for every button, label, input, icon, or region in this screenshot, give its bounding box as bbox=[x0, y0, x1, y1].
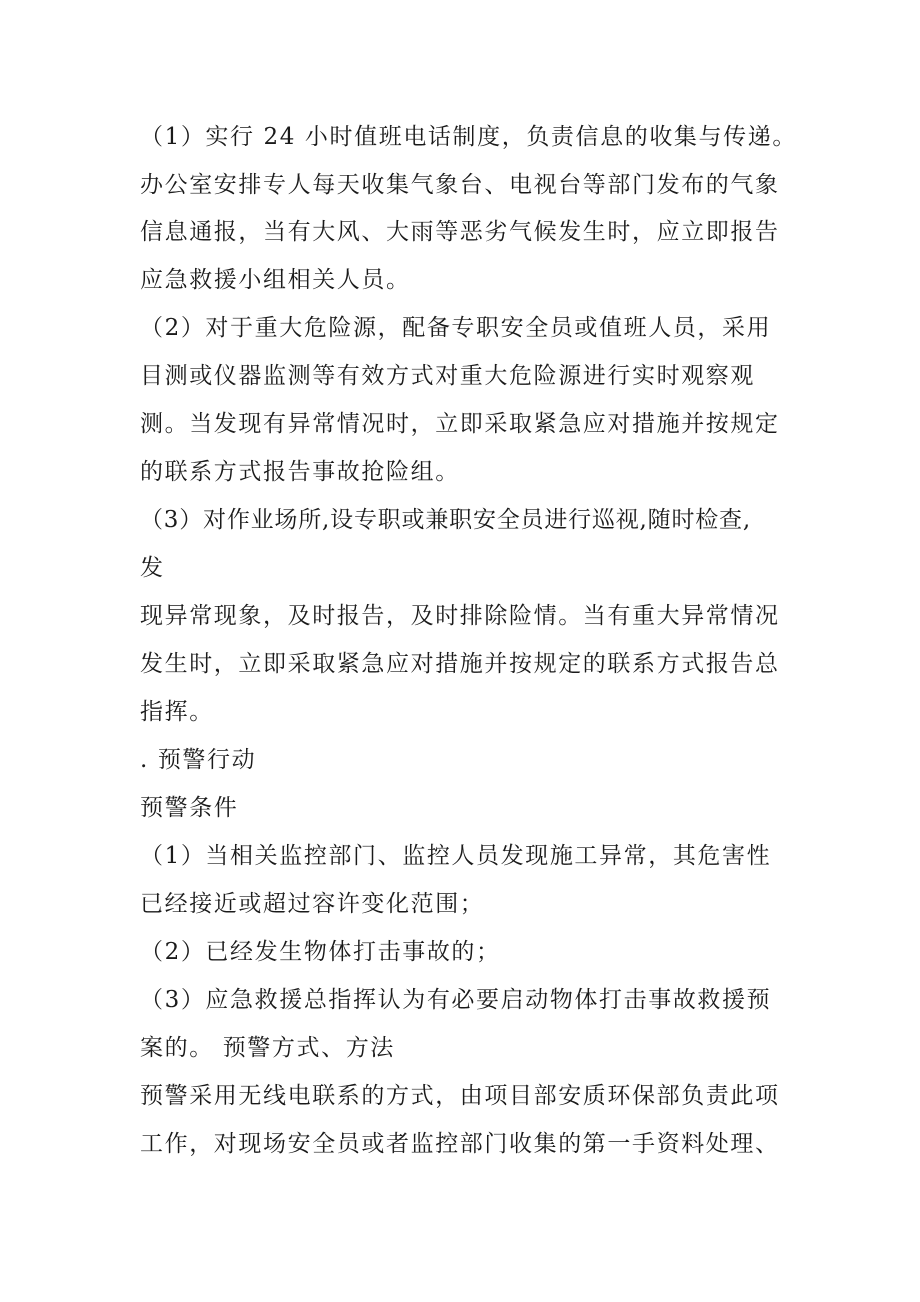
paragraph-line: 的联系方式报告事故抢险组。 bbox=[140, 459, 460, 485]
paragraph-line: （3）应急救援总指挥认为有必要启动物体打击事故救援预 bbox=[140, 987, 772, 1013]
paragraph-line: 目测或仪器监测等有效方式对重大危险源进行实时观察观 bbox=[140, 363, 755, 389]
paragraph-line: 现异常现象，及时报告，及时排除险情。当有重大异常情况 bbox=[140, 603, 780, 629]
paragraph-line: 预警采用无线电联系的方式，由项目部安质环保部负责此项 bbox=[140, 1083, 780, 1109]
paragraph-line: （2）对于重大危险源，配备专职安全员或值班人员，采用 bbox=[140, 315, 772, 341]
paragraph-line: 发 bbox=[140, 555, 165, 581]
paragraph-line: 已经接近或超过容许变化范围； bbox=[140, 891, 485, 917]
paragraph-line: 测。当发现有异常情况时，立即采取紧急应对措施并按规定 bbox=[140, 411, 780, 437]
paragraph-line: （1）实行 24 小时值班电话制度，负责信息的收集与传递。 bbox=[140, 124, 797, 150]
paragraph-line: 发生时，立即采取紧急应对措施并按规定的联系方式报告总 bbox=[140, 651, 780, 677]
paragraph-line: （1）当相关监控部门、监控人员发现施工异常，其危害性 bbox=[140, 843, 772, 869]
paragraph-line: 信息通报，当有大风、大雨等恶劣气候发生时，应立即报告 bbox=[140, 219, 780, 245]
paragraph-line: 工作，对现场安全员或者监控部门收集的第一手资料处理、 bbox=[140, 1131, 780, 1157]
paragraph-line: 应急救援小组相关人员。 bbox=[140, 267, 411, 293]
paragraph-line: （2）已经发生物体打击事故的； bbox=[140, 939, 501, 965]
subsection-heading: 预警条件 bbox=[140, 795, 239, 821]
paragraph-line: 案的。 预警方式、方法 bbox=[140, 1035, 395, 1061]
paragraph-line: 办公室安排专人每天收集气象台、电视台等部门发布的气象 bbox=[140, 172, 780, 198]
paragraph-line: 指挥。 bbox=[140, 699, 214, 725]
paragraph-line: （3）对作业场所,设专职或兼职安全员进行巡视,随时检查, bbox=[140, 507, 751, 533]
section-heading: . 预警行动 bbox=[140, 747, 257, 773]
